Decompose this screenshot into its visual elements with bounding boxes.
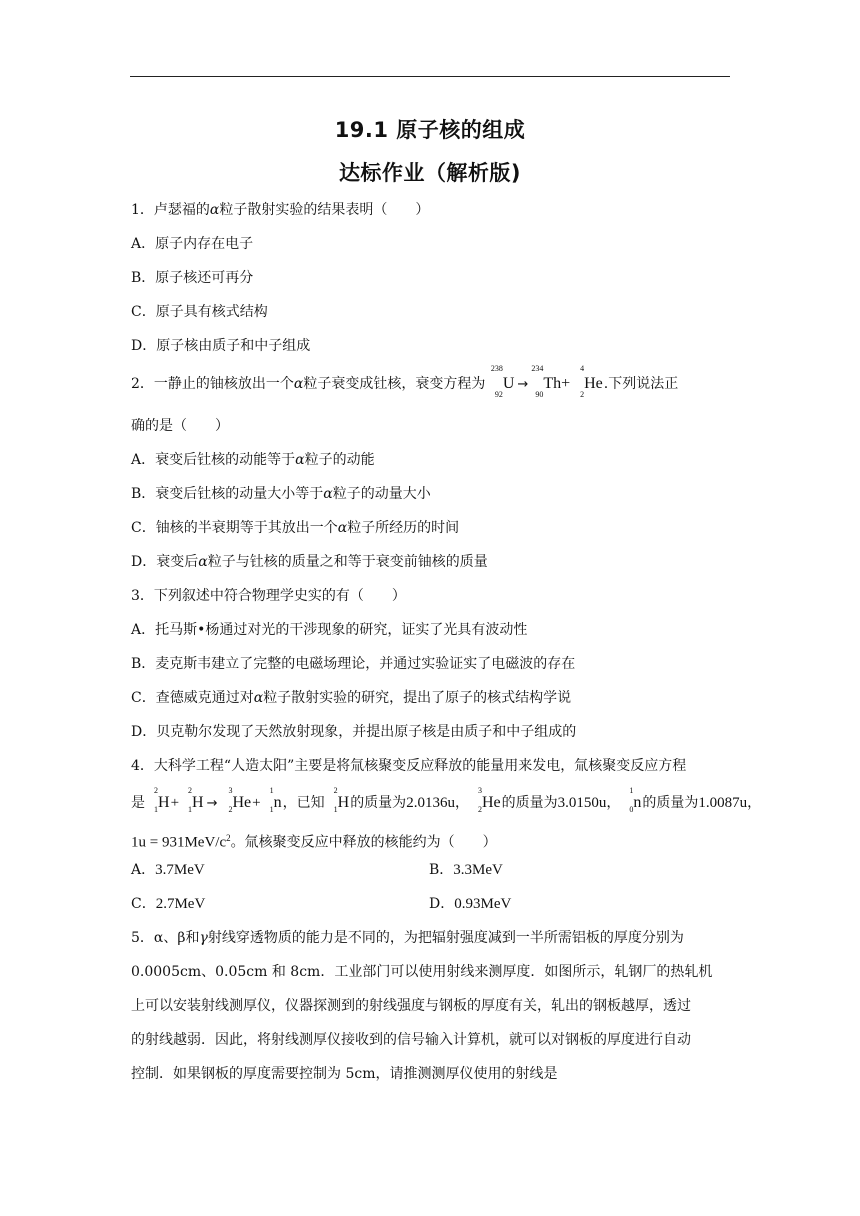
q2-option-c: C．铀核的半衰期等于其放出一个α粒子所经历的时间 bbox=[131, 520, 460, 536]
q1-option-c: C．原子具有核式结构 bbox=[131, 304, 268, 320]
q1-option-a: A．原子内存在电子 bbox=[131, 236, 254, 252]
q3-option-b: B．麦克斯韦建立了完整的电磁场理论，并通过实验证实了电磁波的存在 bbox=[131, 656, 576, 672]
q1-option-d: D．原子核由质子和中子组成 bbox=[131, 338, 311, 354]
q4-options-row1 bbox=[131, 861, 731, 895]
q4-option-d: D．0.93MeV bbox=[429, 896, 512, 912]
q5-line1: 5．α、β和γ射线穿透物质的能力是不同的，为把辐射强度减到一半所需铝板的厚度分别为 bbox=[131, 930, 684, 946]
q3-stem: 3．下列叙述中符合物理学史实的有（ ） bbox=[131, 588, 406, 604]
q1-stem: 1．卢瑟福的α粒子散射实验的结果表明（ ） bbox=[131, 202, 430, 218]
q4-option-c: C．2.7MeV bbox=[131, 896, 206, 912]
q5-line3: 上可以安装射线测厚仪，仪器探测到的射线强度与钢板的厚度有关，轧出的钢板越厚，透过 bbox=[131, 998, 691, 1014]
q4-stem-line3: $1u = 931MeV/c^2$。氚核聚变反应中释放的核能约为（ ） bbox=[131, 833, 497, 851]
decay-equation: 238 92 U → 234 90 Th+ 4 2 He bbox=[490, 364, 603, 399]
q4-options-row2 bbox=[131, 895, 731, 929]
q3-option-d: D．贝克勒尔发现了天然放射现象，并提出原子核是由质子和中子组成的 bbox=[131, 724, 577, 740]
q2-option-a: A．衰变后钍核的动能等于α粒子的动能 bbox=[131, 452, 375, 468]
q1-option-b: B．原子核还可再分 bbox=[131, 270, 254, 286]
question-list bbox=[131, 201, 762, 1099]
q2-option-b: B．衰变后钍核的动量大小等于α粒子的动量大小 bbox=[131, 486, 431, 502]
q5-line2: 0.0005cm、0.05cm 和 8cm．工业部门可以使用射线来测厚度．如图所示，轧钢厂的热轧机 bbox=[131, 964, 713, 980]
q2-stem-line1: 2．一静止的铀核放出一个α粒子衰变成钍核，衰变方程为 238 92 U → 234 90 Th+ 4 2 He.下列说法正 bbox=[131, 364, 679, 399]
header-rule bbox=[130, 76, 730, 77]
q2-option-d: D．衰变后α粒子与钍核的质量之和等于衰变前铀核的质量 bbox=[131, 554, 488, 570]
q5-line4: 的射线越弱．因此，将射线测厚仪接收到的信号输入计算机，就可以对钢板的厚度进行自动 bbox=[131, 1032, 691, 1048]
q3-option-a: A．托马斯•杨通过对光的干涉现象的研究，证实了光具有波动性 bbox=[131, 622, 528, 638]
q5-line5: 控制．如果钢板的厚度需要控制为 5cm，请推测测厚仪使用的射线是 bbox=[131, 1066, 558, 1082]
q4-stem-line1: 4．大科学工程“人造太阳”主要是将氚核聚变反应释放的能量用来发电，氚核聚变反应方程 bbox=[131, 758, 687, 774]
q4-option-b: B．3.3MeV bbox=[429, 862, 503, 878]
q3-option-c: C．查德威克通过对α粒子散射实验的研究，提出了原子的核式结构学说 bbox=[131, 690, 572, 706]
document-title: 19.1 原子核的组成 bbox=[334, 118, 526, 142]
q4-option-a: A．3.7MeV bbox=[131, 862, 205, 878]
document-subtitle: 达标作业（解析版) bbox=[338, 161, 522, 185]
q2-stem-line2: 确的是（ ） bbox=[131, 418, 229, 434]
q4-stem-line2: 是 2 1 H+ 2 1 H → 3 2 He+ 1 1 n，已知 2 1 H的质量为2.0136u， 3 2 He的质量为3.0150u， 1 0 n的质量为1.0087u， bbox=[131, 786, 762, 814]
alpha-symbol: α bbox=[209, 202, 220, 218]
